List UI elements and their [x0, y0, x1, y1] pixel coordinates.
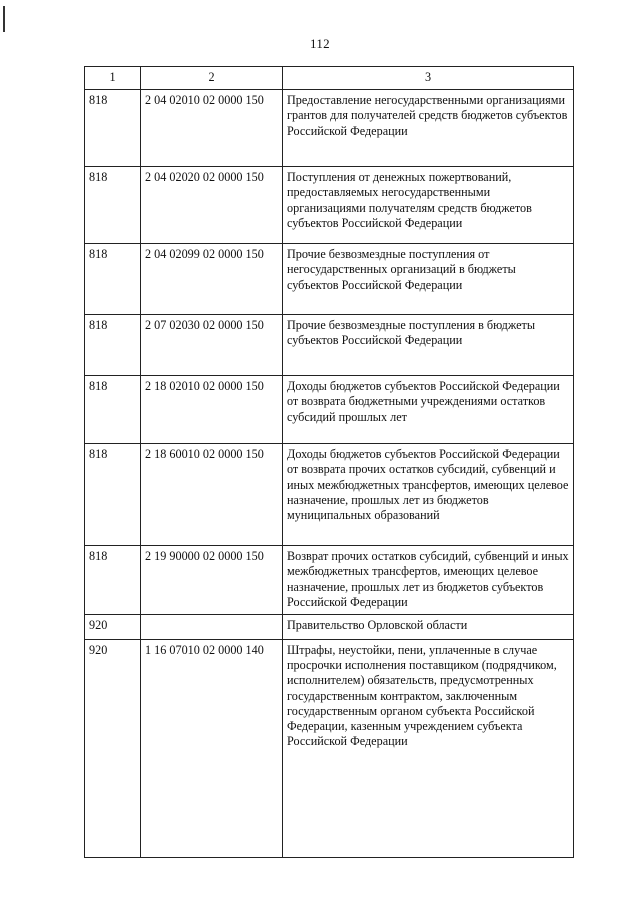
table-row [85, 615, 574, 640]
table-header-row [85, 67, 574, 90]
admin-code-cell: 818 [85, 546, 141, 615]
admin-code-cell: 818 [85, 315, 141, 376]
admin-code-cell: 818 [85, 167, 141, 244]
description-cell: Поступления от денежных пожертвований, предоставляемых негосударственными организациями получателям средств бюджетов субъектов Российской Федерации [283, 167, 574, 244]
revenue-code-cell: 2 04 02010 02 0000 150 [141, 90, 283, 167]
description-cell: Возврат прочих остатков субсидий, субвенций и иных межбюджетных трансфертов, имеющих целевое назначение, прошлых лет из бюджетов субъектов Российской Федерации [283, 546, 574, 615]
table-row [85, 244, 574, 315]
description-cell: Прочие безвозмездные поступления в бюджеты субъектов Российской Федерации [283, 315, 574, 376]
revenue-code-cell: 2 19 90000 02 0000 150 [141, 546, 283, 615]
table-row [85, 315, 574, 376]
description-cell: Доходы бюджетов субъектов Российской Федерации от возврата бюджетными учреждениями остатков субсидий прошлых лет [283, 376, 574, 444]
page-number: 112 [310, 36, 330, 51]
column-header-3: 3 [283, 67, 574, 90]
description-cell: Штрафы, неустойки, пени, уплаченные в случае просрочки исполнения поставщиком (подрядчиком, исполнителем) обязательств, предусмотренных государственным контрактом, заключенным государственным органом субъекта Российской Федерации, казенным учреждением субъекта Российской Федерации [283, 640, 574, 858]
description-cell: Доходы бюджетов субъектов Российской Федерации от возврата прочих остатков субсидий, субвенций и иных межбюджетных трансфертов, имеющих целевое назначение, прошлых лет из бюджетов муниципальных образований [283, 444, 574, 546]
admin-code-cell: 818 [85, 444, 141, 546]
revenue-code-cell: 2 04 02099 02 0000 150 [141, 244, 283, 315]
scan-margin-mark [3, 6, 5, 32]
revenue-code-cell: 2 18 02010 02 0000 150 [141, 376, 283, 444]
admin-code-cell: 920 [85, 615, 141, 640]
table-row [85, 546, 574, 615]
description-cell: Прочие безвозмездные поступления от негосударственных организаций в бюджеты субъектов Российской Федерации [283, 244, 574, 315]
admin-code-cell: 818 [85, 90, 141, 167]
description-cell: Предоставление негосударственными организациями грантов для получателей средств бюджетов субъектов Российской Федерации [283, 90, 574, 167]
revenue-code-cell: 2 04 02020 02 0000 150 [141, 167, 283, 244]
table-row [85, 444, 574, 546]
table-row [85, 376, 574, 444]
revenue-code-cell: 2 07 02030 02 0000 150 [141, 315, 283, 376]
revenue-code-cell: 2 18 60010 02 0000 150 [141, 444, 283, 546]
table-row [85, 640, 574, 858]
admin-code-cell: 818 [85, 376, 141, 444]
column-header-1: 1 [85, 67, 141, 90]
revenue-code-cell: 1 16 07010 02 0000 140 [141, 640, 283, 858]
admin-code-cell: 818 [85, 244, 141, 315]
description-cell: Правительство Орловской области [283, 615, 574, 640]
table-row [85, 167, 574, 244]
revenue-code-cell [141, 615, 283, 640]
column-header-2: 2 [141, 67, 283, 90]
table-row [85, 90, 574, 167]
revenue-codes-table [84, 66, 574, 858]
admin-code-cell: 920 [85, 640, 141, 858]
